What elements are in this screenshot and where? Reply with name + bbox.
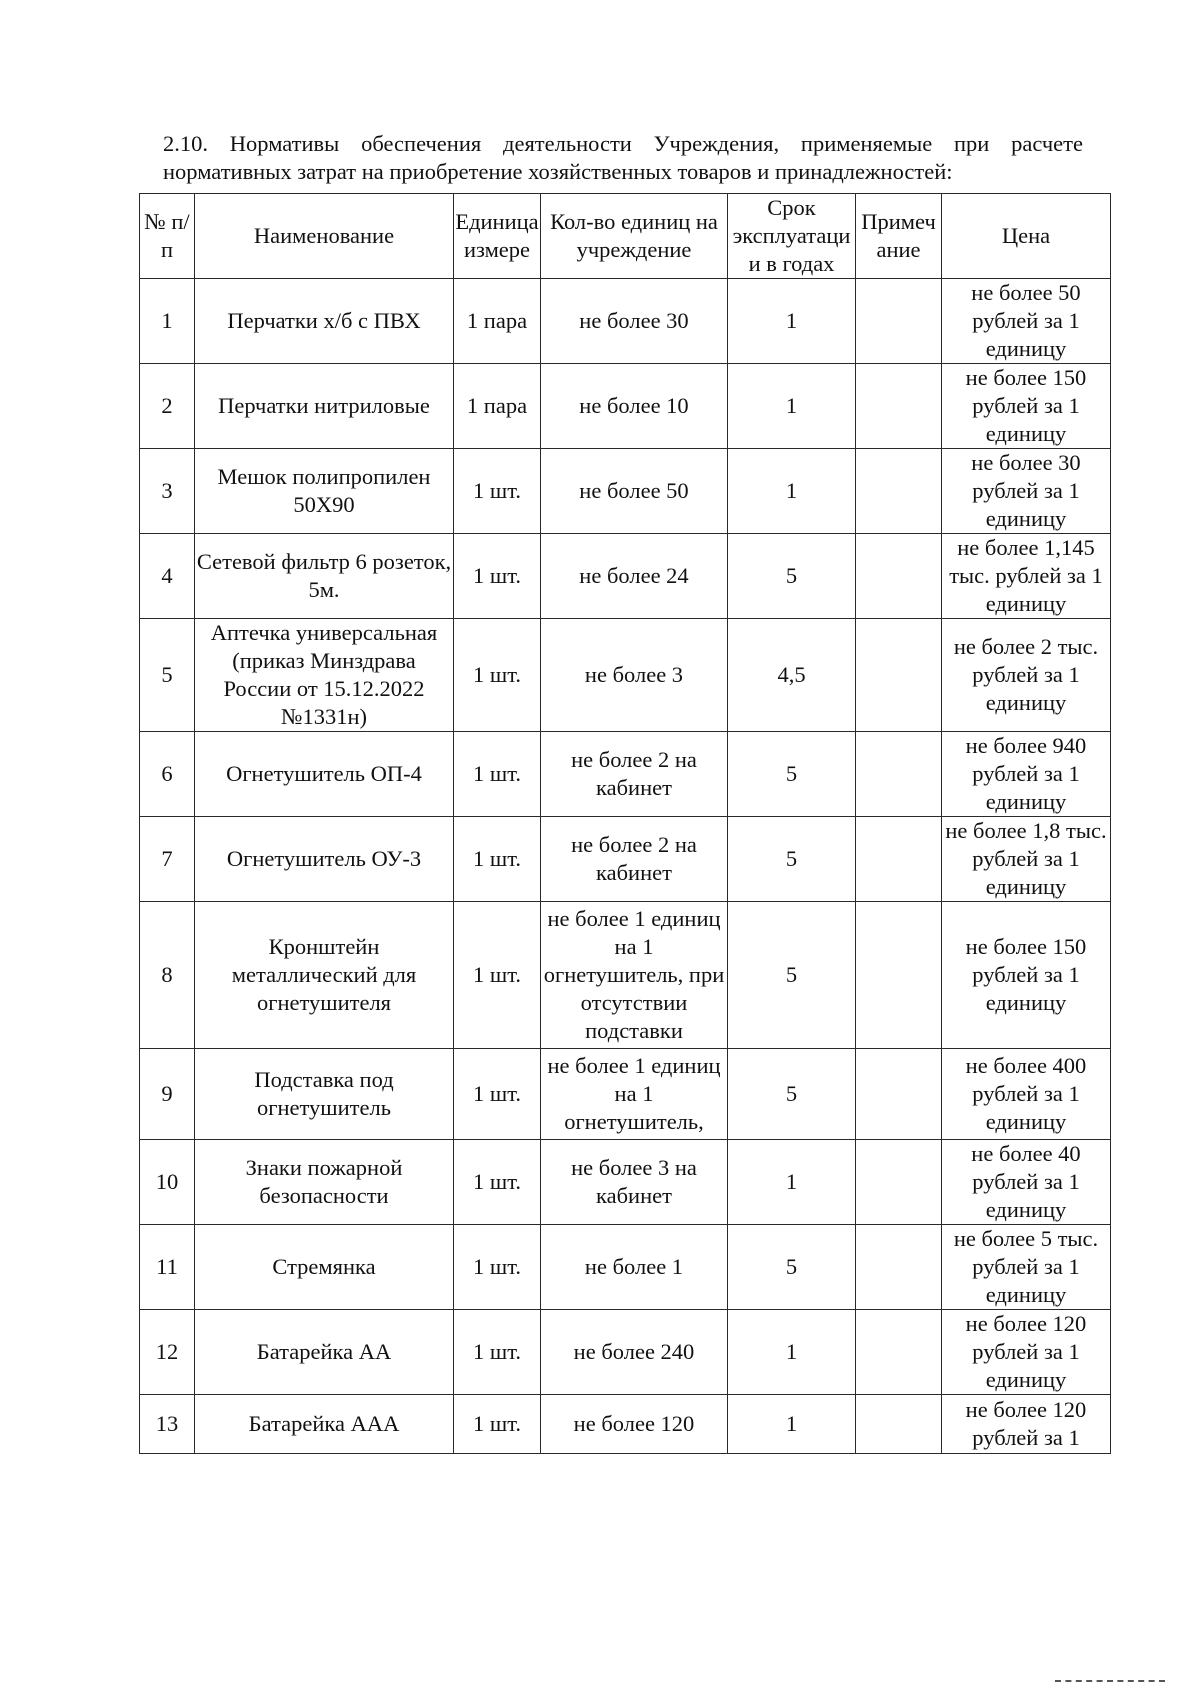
cell-unit: 1 пара <box>454 279 541 364</box>
cell-name: Огнетушитель ОП-4 <box>195 732 454 817</box>
header-term: Срок эксплуатации в годах <box>728 194 856 279</box>
cell-note <box>856 534 942 619</box>
cell-name: Сетевой фильтр 6 розеток, 5м. <box>195 534 454 619</box>
cell-unit: 1 шт. <box>454 449 541 534</box>
header-price: Цена <box>942 194 1111 279</box>
cell-num: 5 <box>140 619 195 732</box>
cell-note <box>856 732 942 817</box>
table-row <box>140 817 1111 902</box>
cell-term: 5 <box>728 534 856 619</box>
header-qty: Кол-во единиц на учреждение <box>541 194 728 279</box>
cell-unit: 1 шт. <box>454 1049 541 1140</box>
cell-price: не более 50 рублей за 1 единицу <box>942 279 1111 364</box>
cell-note <box>856 1395 942 1454</box>
cell-price: не более 30 рублей за 1 единицу <box>942 449 1111 534</box>
table-row <box>140 449 1111 534</box>
cell-term: 5 <box>728 817 856 902</box>
cell-name: Аптечка универсальная (приказ Минздрава России от 15.12.2022 №1331н) <box>195 619 454 732</box>
cell-qty: не более 2 на кабинет <box>541 732 728 817</box>
cell-qty: не более 3 <box>541 619 728 732</box>
cell-price: не более 120 рублей за 1 единицу <box>942 1310 1111 1395</box>
cell-num: 6 <box>140 732 195 817</box>
table-row <box>140 1310 1111 1395</box>
cell-unit: 1 шт. <box>454 1395 541 1454</box>
cell-price: не более 2 тыс. рублей за 1 единицу <box>942 619 1111 732</box>
cell-num: 7 <box>140 817 195 902</box>
cell-unit: 1 шт. <box>454 1225 541 1310</box>
cell-num: 13 <box>140 1395 195 1454</box>
cell-qty: не более 30 <box>541 279 728 364</box>
cell-name: Стремянка <box>195 1225 454 1310</box>
cell-name: Знаки пожарной безопасности <box>195 1140 454 1225</box>
cell-note <box>856 1310 942 1395</box>
cell-qty: не более 1 единиц на 1 огнетушитель, при отсутствии подставки <box>541 902 728 1049</box>
table-header-row <box>140 194 1111 279</box>
cell-term: 5 <box>728 1049 856 1140</box>
header-num: № п/п <box>140 194 195 279</box>
cell-num: 3 <box>140 449 195 534</box>
table-row <box>140 732 1111 817</box>
cell-num: 2 <box>140 364 195 449</box>
scan-edge-mark <box>1055 1680 1165 1682</box>
cell-term: 1 <box>728 1395 856 1454</box>
cell-term: 5 <box>728 1225 856 1310</box>
cell-name: Подставка под огнетушитель <box>195 1049 454 1140</box>
cell-price: не более 40 рублей за 1 единицу <box>942 1140 1111 1225</box>
cell-price: не более 940 рублей за 1 единицу <box>942 732 1111 817</box>
cell-name: Мешок полипропилен 50Х90 <box>195 449 454 534</box>
cell-qty: не более 2 на кабинет <box>541 817 728 902</box>
cell-num: 9 <box>140 1049 195 1140</box>
cell-note <box>856 902 942 1049</box>
cell-qty: не более 1 <box>541 1225 728 1310</box>
cell-note <box>856 449 942 534</box>
cell-unit: 1 шт. <box>454 732 541 817</box>
cell-unit: 1 шт. <box>454 1140 541 1225</box>
cell-num: 8 <box>140 902 195 1049</box>
cell-num: 10 <box>140 1140 195 1225</box>
cell-price: не более 1,145 тыс. рублей за 1 единицу <box>942 534 1111 619</box>
cell-num: 11 <box>140 1225 195 1310</box>
cell-unit: 1 шт. <box>454 1310 541 1395</box>
table-row <box>140 1140 1111 1225</box>
cell-note <box>856 279 942 364</box>
cell-price: не более 1,8 тыс. рублей за 1 единицу <box>942 817 1111 902</box>
cell-qty: не более 1 единиц на 1 огнетушитель, <box>541 1049 728 1140</box>
cell-note <box>856 619 942 732</box>
cell-note <box>856 1140 942 1225</box>
cell-name: Кронштейн металлический для огнетушителя <box>195 902 454 1049</box>
cell-note <box>856 817 942 902</box>
cell-qty: не более 3 на кабинет <box>541 1140 728 1225</box>
header-unit: Единица измере <box>454 194 541 279</box>
cell-price: не более 120 рублей за 1 <box>942 1395 1111 1454</box>
cell-term: 5 <box>728 902 856 1049</box>
table-row <box>140 364 1111 449</box>
cell-unit: 1 пара <box>454 364 541 449</box>
cell-unit: 1 шт. <box>454 902 541 1049</box>
cell-name: Перчатки нитриловые <box>195 364 454 449</box>
cell-unit: 1 шт. <box>454 817 541 902</box>
table-row <box>140 902 1111 1049</box>
intro-paragraph: 2.10. Нормативы обеспечения деятельности Учреждения, применяемые при расчете нормативных затрат на приобретение хозяйственных товаров и принадлежностей: <box>163 130 1083 184</box>
table-row <box>140 279 1111 364</box>
cell-price: не более 5 тыс. рублей за 1 единицу <box>942 1225 1111 1310</box>
cell-term: 1 <box>728 279 856 364</box>
cell-price: не более 150 рублей за 1 единицу <box>942 364 1111 449</box>
cell-qty: не более 24 <box>541 534 728 619</box>
cell-qty: не более 50 <box>541 449 728 534</box>
table-row <box>140 534 1111 619</box>
cell-name: Перчатки х/б с ПВХ <box>195 279 454 364</box>
cell-term: 1 <box>728 449 856 534</box>
cell-qty: не более 120 <box>541 1395 728 1454</box>
table-row <box>140 619 1111 732</box>
cell-note <box>856 364 942 449</box>
header-note: Примечание <box>856 194 942 279</box>
cell-num: 1 <box>140 279 195 364</box>
table-row <box>140 1225 1111 1310</box>
table-row <box>140 1049 1111 1140</box>
cell-name: Огнетушитель ОУ-3 <box>195 817 454 902</box>
cell-unit: 1 шт. <box>454 534 541 619</box>
cell-qty: не более 10 <box>541 364 728 449</box>
cell-term: 1 <box>728 1310 856 1395</box>
cell-num: 12 <box>140 1310 195 1395</box>
cell-term: 1 <box>728 364 856 449</box>
cell-term: 5 <box>728 732 856 817</box>
norms-table <box>139 193 1111 1454</box>
cell-qty: не более 240 <box>541 1310 728 1395</box>
cell-note <box>856 1049 942 1140</box>
cell-price: не более 150 рублей за 1 единицу <box>942 902 1111 1049</box>
cell-price: не более 400 рублей за 1 единицу <box>942 1049 1111 1140</box>
header-name: Наименование <box>195 194 454 279</box>
cell-num: 4 <box>140 534 195 619</box>
cell-name: Батарейка АА <box>195 1310 454 1395</box>
cell-term: 4,5 <box>728 619 856 732</box>
table-row <box>140 1395 1111 1454</box>
cell-name: Батарейка ААА <box>195 1395 454 1454</box>
cell-note <box>856 1225 942 1310</box>
cell-term: 1 <box>728 1140 856 1225</box>
cell-unit: 1 шт. <box>454 619 541 732</box>
